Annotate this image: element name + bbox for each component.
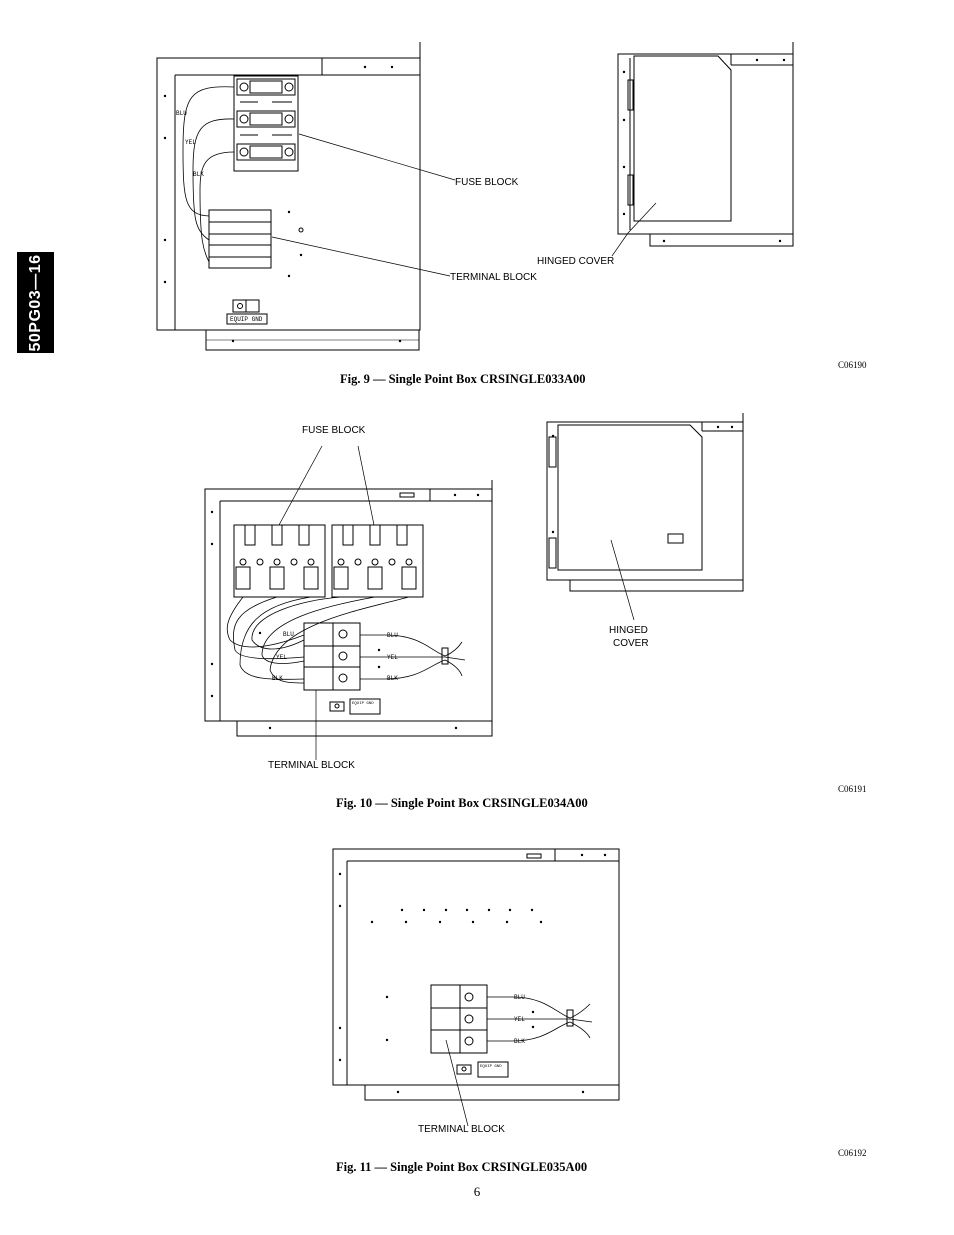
fig9-caption: Fig. 9 — Single Point Box CRSINGLE033A00 <box>340 372 586 386</box>
fig9-fuse-block-label: FUSE BLOCK <box>455 177 519 188</box>
fig10-ground-label: EQUIP GND <box>352 702 374 706</box>
fig9-wire-blu: BLU <box>176 110 187 117</box>
fig11-terminal-block-label: TERMINAL BLOCK <box>418 1124 505 1135</box>
fig11-terminal-block <box>431 985 487 1053</box>
fig10-wire-yel-in: YEL <box>276 654 287 661</box>
fig11-ground-label: EQUIP GND <box>480 1065 502 1069</box>
fig11-wire-yel: YEL <box>514 1016 525 1023</box>
fig9-wire-blk: BLK <box>193 171 204 178</box>
fig10-terminal-block-label: TERMINAL BLOCK <box>268 760 355 771</box>
fig11-code: C06192 <box>838 1148 867 1158</box>
fig9-ground-label: EQUIP GND <box>230 316 263 323</box>
fig10-fuse-block-label: FUSE BLOCK <box>302 425 366 436</box>
fig10-caption: Fig. 10 — Single Point Box CRSINGLE034A00 <box>336 796 588 810</box>
fig10-wire-yel-out: YEL <box>387 654 398 661</box>
fig9-wire-yel: YEL <box>185 139 196 146</box>
page-number: 6 <box>473 1184 481 1199</box>
fig10-wire-blu-in: BLU <box>283 631 294 638</box>
fig9-terminal-block-label: TERMINAL BLOCK <box>450 272 537 283</box>
fig10-wire-blk-in: BLK <box>272 675 283 682</box>
fig9-code: C06190 <box>838 360 867 370</box>
fig11-wire-blk: BLK <box>514 1038 525 1045</box>
fig11-enclosure <box>333 849 619 1100</box>
fig11-wire-blu: BLU <box>514 994 525 1001</box>
fig10-wire-blu-out: BLU <box>387 632 398 639</box>
fig10-cover-label: COVER <box>613 638 649 649</box>
fig9-hinged-cover-label: HINGED COVER <box>537 256 615 267</box>
fig10-code: C06191 <box>838 784 867 794</box>
fig11-caption: Fig. 11 — Single Point Box CRSINGLE035A00 <box>336 1160 588 1174</box>
fig10-wire-blk-out: BLK <box>387 675 398 682</box>
side-tab-label: 50PG03—16 <box>26 253 44 352</box>
fig10-hinged-label: HINGED <box>609 625 648 636</box>
